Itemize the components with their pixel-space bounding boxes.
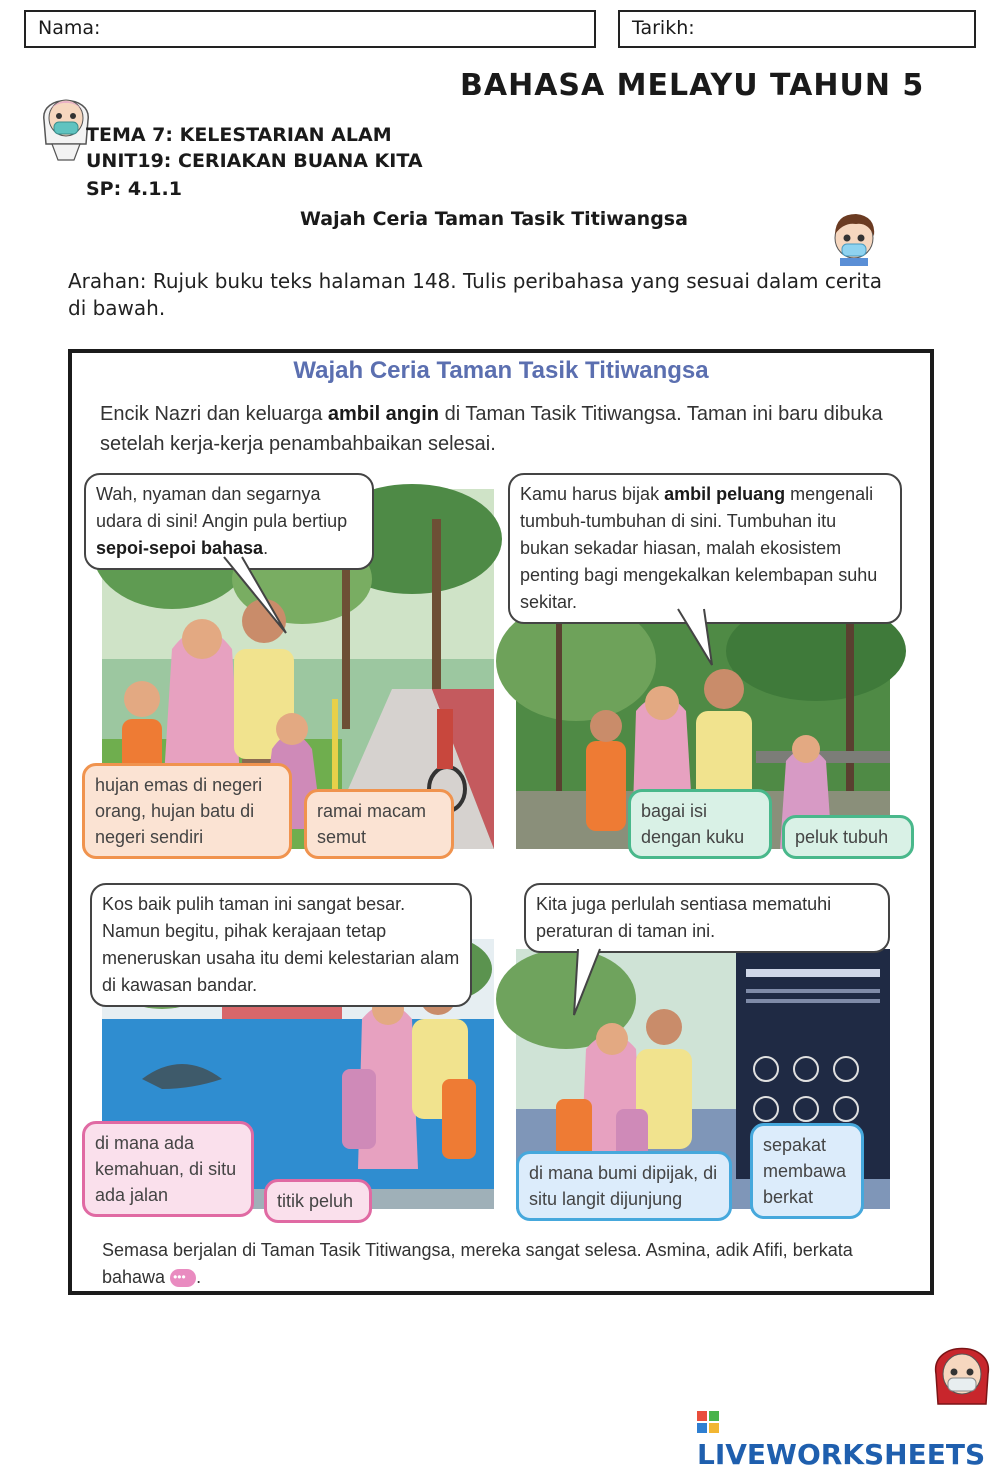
bubble-2-text-a: Kamu harus bijak [520, 484, 665, 504]
closing-period: . [196, 1267, 202, 1287]
option-titik-peluh[interactable]: titik peluh [264, 1179, 372, 1223]
story-sheet [68, 349, 934, 1295]
option-bagai-isi-dengan-kuku[interactable]: bagai isi dengan kuku [628, 789, 772, 859]
answer-blank-icon[interactable] [170, 1269, 196, 1287]
name-input[interactable] [114, 18, 495, 39]
option-di-mana-ada-kemahuan[interactable]: di mana ada kemahuan, di situ ada jalan [82, 1121, 254, 1217]
liveworksheets-grid-icon [697, 1411, 719, 1433]
theme-label: TEMA 7: KELESTARIAN ALAM [86, 124, 392, 146]
intro-text [100, 399, 900, 459]
bubble-1-text-a: Wah, nyaman dan segarnya udara di sini! Angin pula bertiup [96, 484, 348, 531]
speech-bubble-4: Kita juga perlulah sentiasa mematuhi peraturan di taman ini. [524, 883, 890, 953]
sheet-title: Wajah Ceria Taman Tasik Titiwangsa [293, 357, 709, 384]
closing-text [102, 1237, 912, 1291]
intro-text-a: Encik Nazri dan keluarga [100, 403, 328, 425]
bubble-1-text-b: . [263, 538, 269, 558]
date-input[interactable] [709, 18, 891, 39]
speech-bubble-3: Kos baik pulih taman ini sangat besar. Namun begitu, pihak kerajaan tetap meneruskan usaha itu demi kelestarian alam di kawasan bandar. [90, 883, 472, 1007]
date-label: Tarikh: [632, 17, 695, 39]
brand-text: LIVEWORKSHEETS [697, 1438, 986, 1471]
option-ramai-macam-semut[interactable]: ramai macam semut [304, 789, 454, 859]
bubble-1-tail [220, 557, 290, 637]
speech-bubble-1 [84, 473, 374, 570]
liveworksheets-logo [697, 1405, 1000, 1471]
bubble-2-text-b: mengenali tumbuh-tumbuhan di sini. Tumbuhan itu bukan sekadar hiasan, malah ekosistem penting bagi mengekalkan kelembapan suhu sekitar. [520, 484, 878, 612]
bubble-1-bold: sepoi-sepoi bahasa [96, 538, 264, 558]
boy-avatar-icon [826, 208, 882, 266]
worksheet-subtitle: Wajah Ceria Taman Tasik Titiwangsa [300, 208, 688, 230]
unit-label: UNIT19: CERIAKAN BUANA KITA [86, 150, 423, 172]
date-field[interactable] [618, 10, 976, 48]
option-sepakat-membawa-berkat[interactable]: sepakat membawa berkat [750, 1123, 864, 1219]
mascot-avatar-icon [930, 1334, 994, 1410]
instruction-text: Arahan: Rujuk buku teks halaman 148. Tulis peribahasa yang sesuai dalam cerita di bawah. [68, 269, 883, 320]
option-di-mana-bumi-dipijak[interactable]: di mana bumi dipijak, di situ langit dijunjung [516, 1151, 732, 1221]
page-title: BAHASA MELAYU TAHUN 5 [460, 68, 925, 103]
name-field[interactable] [24, 10, 596, 48]
name-label: Nama: [38, 17, 101, 39]
bubble-4-tail [570, 949, 610, 1019]
intro-bold: ambil angin [327, 403, 440, 425]
bubble-2-tail [676, 609, 726, 669]
sp-label: SP: 4.1.1 [86, 178, 182, 200]
option-hujan-emas[interactable]: hujan emas di negeri orang, hujan batu di negeri sendiri [82, 763, 292, 859]
speech-bubble-2 [508, 473, 902, 624]
closing-sentence: Semasa berjalan di Taman Tasik Titiwangsa, mereka sangat selesa. Asmina, adik Afifi, berkata bahawa [102, 1240, 853, 1287]
intro-text-b: di Taman Tasik Titiwangsa. Taman ini baru dibuka setelah kerja-kerja penambahbaikan selesai. [100, 403, 883, 455]
bubble-2-bold: ambil peluang [664, 484, 786, 504]
option-peluk-tubuh[interactable]: peluk tubuh [782, 815, 914, 859]
